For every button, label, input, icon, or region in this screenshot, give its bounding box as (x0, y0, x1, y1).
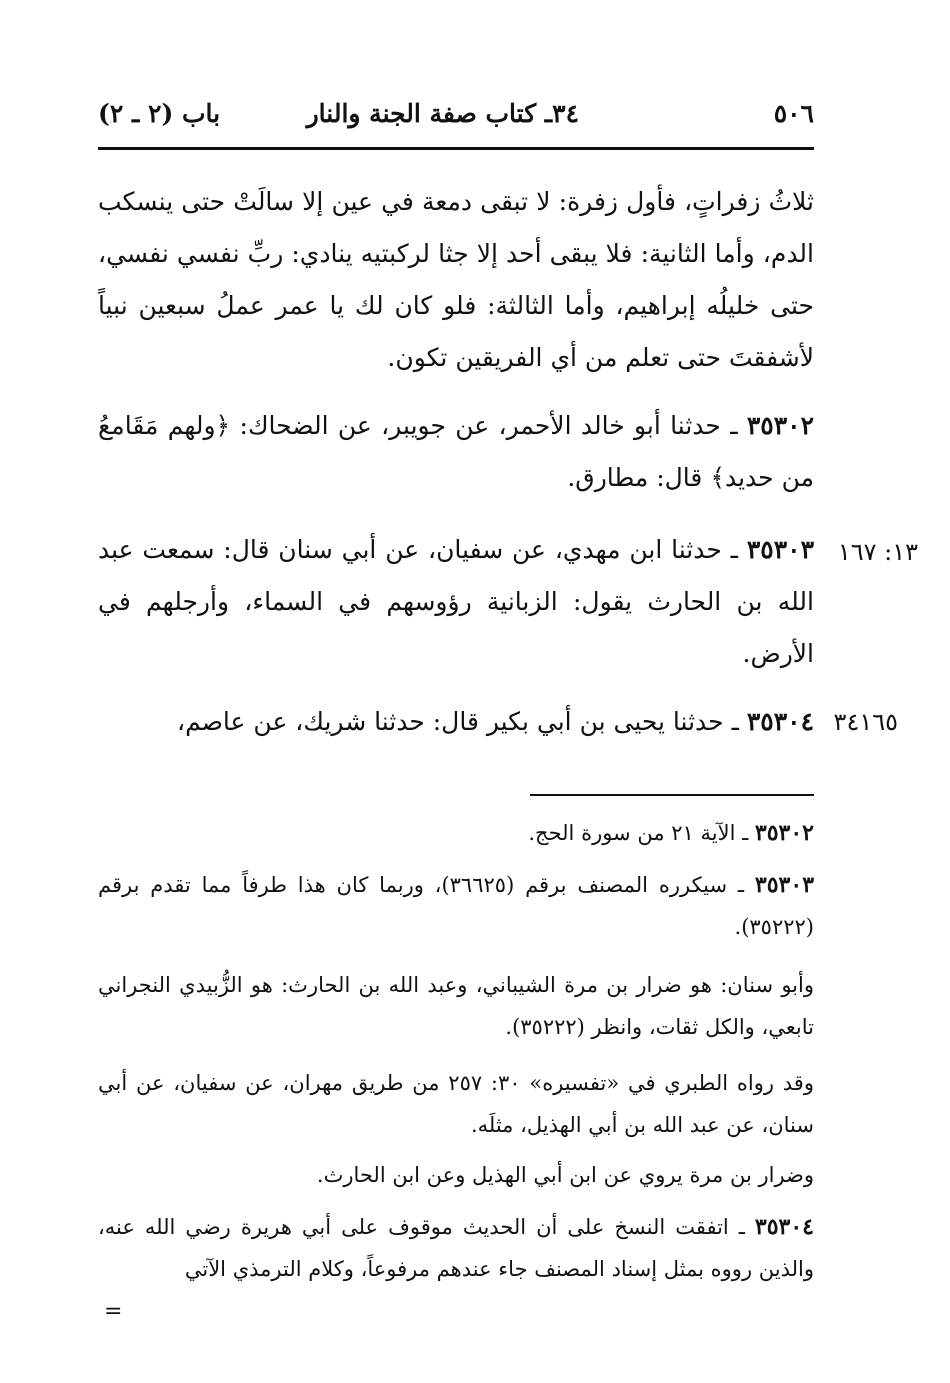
footnote-text: وأبو سنان: هو ضرار بن مرة الشيباني، وعبد الله بن الحارث: هو الزُّبيدي النجراني تابعي، والكل ثقات، وانظر (٣٥٢٢٢). (98, 973, 814, 1039)
continuation-mark: = (104, 1299, 123, 1324)
footnote-number: ٣٥٣٠٤ (754, 1214, 814, 1240)
hadith-35304 (98, 696, 814, 748)
footnote-paragraph (98, 1154, 814, 1196)
footnote-divider (530, 794, 814, 796)
margin-reference: ٣٤١٦٥ (833, 708, 898, 736)
margin-reference: ١٣: ١٦٧ (837, 538, 918, 566)
footnote-35304 (98, 1206, 814, 1290)
footnote-text: وقد رواه الطبري في «تفسيره» ٣٠: ٢٥٧ من طريق مهران، عن سفيان، عن أبي سنان، عن عبد الله بن أبي الهذيل، مثلَه. (98, 1071, 814, 1137)
footnote-text: ـ الآية ٢١ من سورة الحج. (528, 821, 755, 845)
hadith-35302 (98, 400, 814, 504)
hadith-35303 (98, 524, 814, 680)
footnote-text: ـ سيكرره المصنف برقم (٣٦٦٢٥)، وربما كان هذا طرفاً مما تقدم برقم (٣٥٢٢٢). (98, 873, 814, 939)
footnote-text: وضرار بن مرة يروي عن ابن أبي الهذيل وعن ابن الحارث. (316, 1163, 814, 1187)
footnote-text: ـ اتفقت النسخ على أن الحديث موقوف على أبي هريرة رضي الله عنه، والذين رووه بمثل إسناد المصنف جاء عندهم مرفوعاً، وكلام الترمذي الآتي (98, 1215, 814, 1281)
hadith-text: ـ حدثنا ابن مهدي، عن سفيان، عن أبي سنان قال: سمعت عبد الله بن الحارث يقول: الزبانية رؤوسهم في السماء، وأرجلهم في الأرض. (98, 535, 814, 668)
hadith-text: ـ حدثنا أبو خالد الأحمر، عن جويبر، عن الضحاك: ﴿ولهم مَقَامعُ من حديد﴾ قال: مطارق. (98, 411, 814, 492)
chapter-reference: باب (٢ ـ ٢) (98, 99, 221, 128)
footnote-paragraph (98, 1062, 814, 1146)
hadith-number: ٣٥٣٠٤ (746, 707, 814, 736)
hadith-text: ـ حدثنا يحيى بن أبي بكير قال: حدثنا شريك، عن عاصم، (177, 707, 747, 736)
page-number: ٥٠٦ (773, 99, 814, 128)
footnote-number: ٣٥٣٠٣ (754, 872, 815, 898)
header-divider (98, 147, 814, 150)
footnote-number: ٣٥٣٠٢ (754, 820, 814, 846)
page-header (98, 96, 814, 136)
footnote-paragraph (98, 964, 814, 1048)
footnote-35303 (98, 864, 814, 948)
hadith-number: ٣٥٣٠٢ (746, 411, 814, 440)
hadith-number: ٣٥٣٠٣ (746, 535, 814, 564)
paragraph-continuation (98, 176, 814, 384)
running-title: ٣٤ـ كتاب صفة الجنة والنار (306, 99, 579, 128)
paragraph-text: ثلاثُ زفراتٍ، فأول زفرة: لا تبقى دمعة في عين إلا سالَتْ حتى ينسكب الدم، وأما الثانية: فلا يبقى أحد إلا جثا لركبتيه ينادي: ربِّ نفسي نفسي، حتى خليلُه إبراهيم، وأما الثالثة: فلو كان لك يا عمر عملُ سبعين نبياً لأشفقتَ حتى تعلم من أي الفريقين تكون. (98, 187, 814, 372)
footnote-35302 (98, 812, 814, 854)
